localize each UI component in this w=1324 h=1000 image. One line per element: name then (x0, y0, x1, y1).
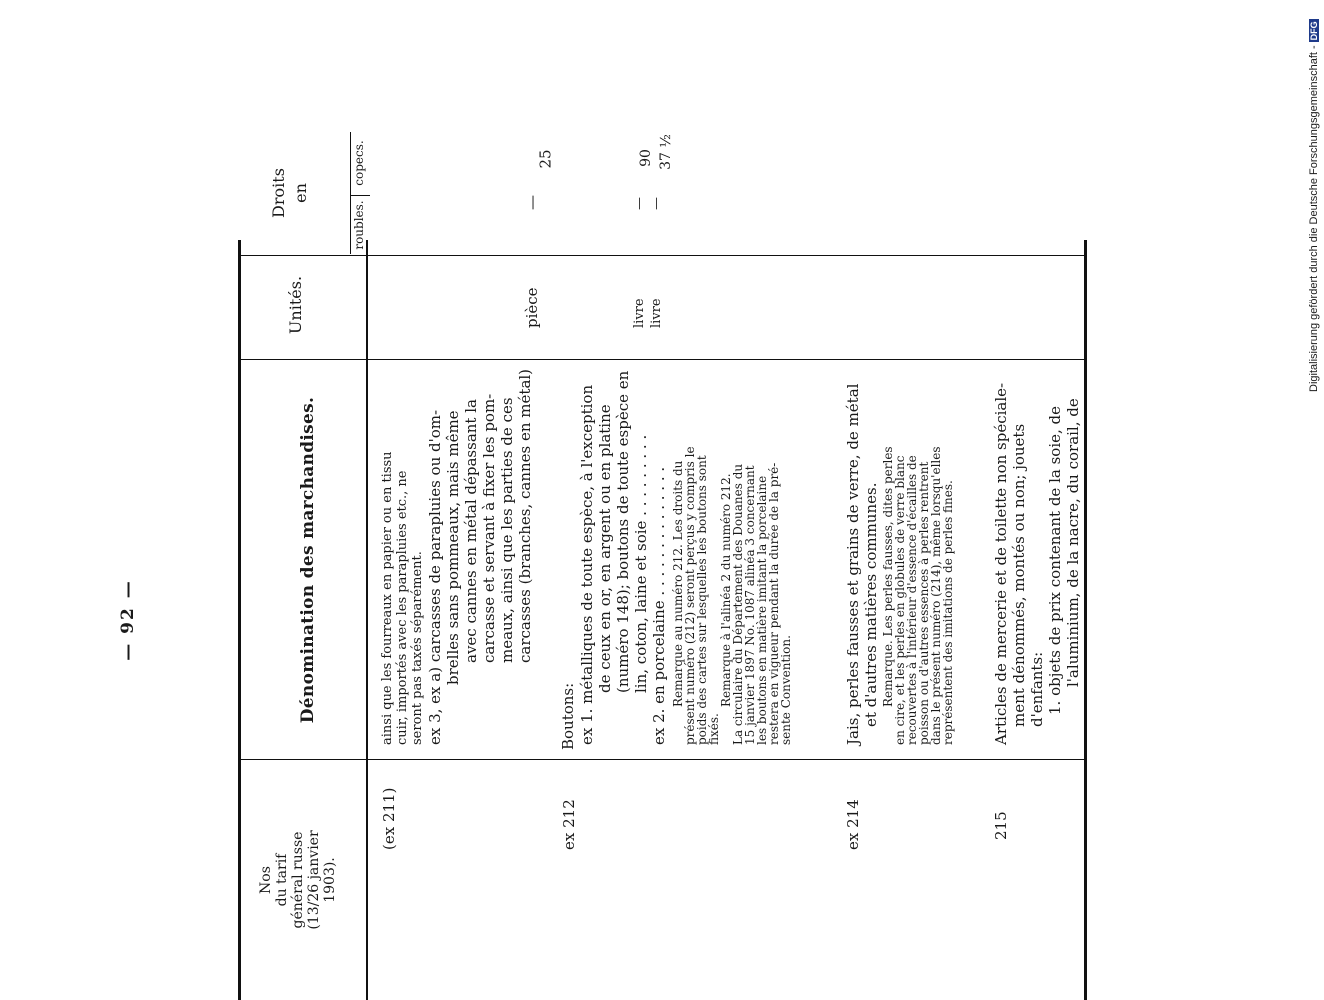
remark-line: représentent des imitations de perles fines. (941, 480, 955, 745)
unit-value: livre (632, 298, 647, 328)
col-divider-1 (238, 759, 1086, 760)
row-211-text (380, 451, 425, 745)
col-divider-3 (238, 255, 1086, 256)
header-nos-line: Nos (258, 866, 274, 894)
credit-text: Digitalisierung gefördert durch die Deutsche Forschungsgemeinschaft - (1308, 45, 1320, 392)
remark-line: recouvertes à l'intérieur d'essence d'écailles de (905, 455, 919, 745)
text-line: ex 3, ex a) carcasses de parapluies ou d'om- (426, 409, 444, 745)
copecs-header: copecs. (352, 140, 366, 186)
row-number: 215 (992, 811, 1010, 840)
remark-line: Remarque à l'alinéa 2 du numéro 212. (719, 473, 733, 707)
dfg-logo: DFG (1309, 21, 1319, 41)
text-line: l'aluminium, de la nacre, du corail, de (1064, 398, 1082, 687)
remark-line: La circulaire du Département des Douanes du (731, 463, 745, 745)
row-212-remarks (672, 446, 792, 745)
row-number: ex 212 (560, 799, 578, 850)
table-bottom-rule (1084, 240, 1087, 1000)
remark-line: 15 janvier 1897 No. 1087 alinéa 3 concernant (743, 465, 757, 745)
text-line: ex 2. en porcelaine . . . . . . . . . . . . . . (650, 466, 668, 745)
remark-line: poisson ou d'autres essences à perles rentrent (917, 461, 931, 745)
row-212-title: Boutons: (559, 682, 577, 750)
copecs-value: 90 (637, 149, 654, 167)
remark-line: présent numéro (212) seront perçus y compris le (683, 446, 697, 745)
droits-subrule (350, 132, 351, 254)
text-line: Articles de mercerie et de toilette non spéciale- (992, 382, 1010, 745)
text-line: de ceux en or, en argent ou en platine (596, 404, 614, 693)
text-line: Jais, perles fausses et grains de verre, de métal (844, 383, 862, 745)
remark-line: fixés. (707, 713, 721, 745)
table-top-rule (238, 240, 241, 1000)
row-212-items (578, 371, 668, 745)
row-number: (ex 211) (380, 787, 398, 850)
header-nos-line: général russe (290, 831, 306, 929)
roubles-value: — (523, 195, 541, 210)
text-line: (numéro 148); boutons de toute espèce en (614, 370, 632, 693)
digitization-credit (1306, 0, 1324, 1000)
droits-subdivider (350, 195, 370, 196)
remark-line: Remarque. Les perles fausses, dites perles (881, 446, 895, 707)
header-unites: Unités. (286, 275, 305, 335)
remark-line: en cire, et les perles en globules de verre blanc (893, 455, 907, 745)
header-nos-line: du tarif (274, 853, 290, 907)
remark-line: dans le présent numéro (214), même lorsqu'elles (929, 446, 943, 745)
row-214-text (844, 384, 880, 745)
page-number: — 92 — (118, 579, 138, 661)
roubles-value: — (649, 197, 664, 210)
header-denomination: Dénomination des marchandises. (298, 396, 318, 724)
header-nos (258, 760, 338, 1000)
header-nos-line: 1903). (322, 857, 338, 903)
row-number: ex 214 (844, 799, 862, 850)
remark-line: restera en vigueur pendant la durée de la pré- (767, 462, 781, 745)
droits-strip (238, 132, 1090, 254)
text-line: avec cannes en métal dépassant la (462, 399, 480, 663)
remark-line: sente Convention. (779, 635, 793, 745)
col-divider-2 (238, 359, 1086, 360)
text-line: d'enfants: (1028, 651, 1046, 727)
row-211-item (426, 369, 534, 745)
text-line: et d'autres matières communes. (862, 482, 880, 727)
unit-value: livre (649, 298, 664, 328)
text-line: ainsi que les fourreaux en papier ou en tissu (380, 451, 395, 745)
text-line: meaux, ainsi que les parties de ces (498, 397, 516, 663)
roubles-value: — (632, 197, 647, 210)
remark-line: Remarque au numéro 212. Les droits du (671, 460, 685, 707)
droits-line: Droits (269, 168, 288, 218)
copecs-value: 37 ½ (657, 134, 674, 170)
header-nos-line: (13/26 janvier (306, 830, 322, 930)
text-line: 1. objets de prix contenant de la soie, de (1046, 405, 1064, 715)
text-line: carcasses (branches, cannes en métal) (516, 368, 534, 663)
text-line: cuir, importés avec les parapluies etc., ne (395, 470, 410, 745)
remark-line: les boutons en matière imitant la porcelaine (755, 475, 769, 745)
droits-title (268, 132, 312, 254)
copecs-value: 25 (536, 149, 555, 169)
text-line: brelles sans pommeaux, mais même (444, 410, 462, 685)
text-line: ex 1. métalliques de toute espèce, à l'exception (578, 384, 596, 745)
text-line: ment dénommés, montés ou non; jouets (1010, 423, 1028, 727)
roubles-header: roubles. (352, 200, 366, 250)
text-line: lin, coton, laine et soie . . . . . . . . . (632, 434, 650, 693)
row-215-text (992, 383, 1082, 745)
text-line: seront pas taxés séparément. (410, 551, 425, 745)
text-line: carcasse et servant à fixer les pom- (480, 393, 498, 663)
remark-line: poids des cartes sur lesquelles les boutons sont (695, 455, 709, 745)
droits-line: en (291, 183, 310, 203)
row-214-remarks (882, 446, 954, 745)
unit-value: pièce (523, 287, 541, 328)
header-rule (366, 240, 368, 1000)
